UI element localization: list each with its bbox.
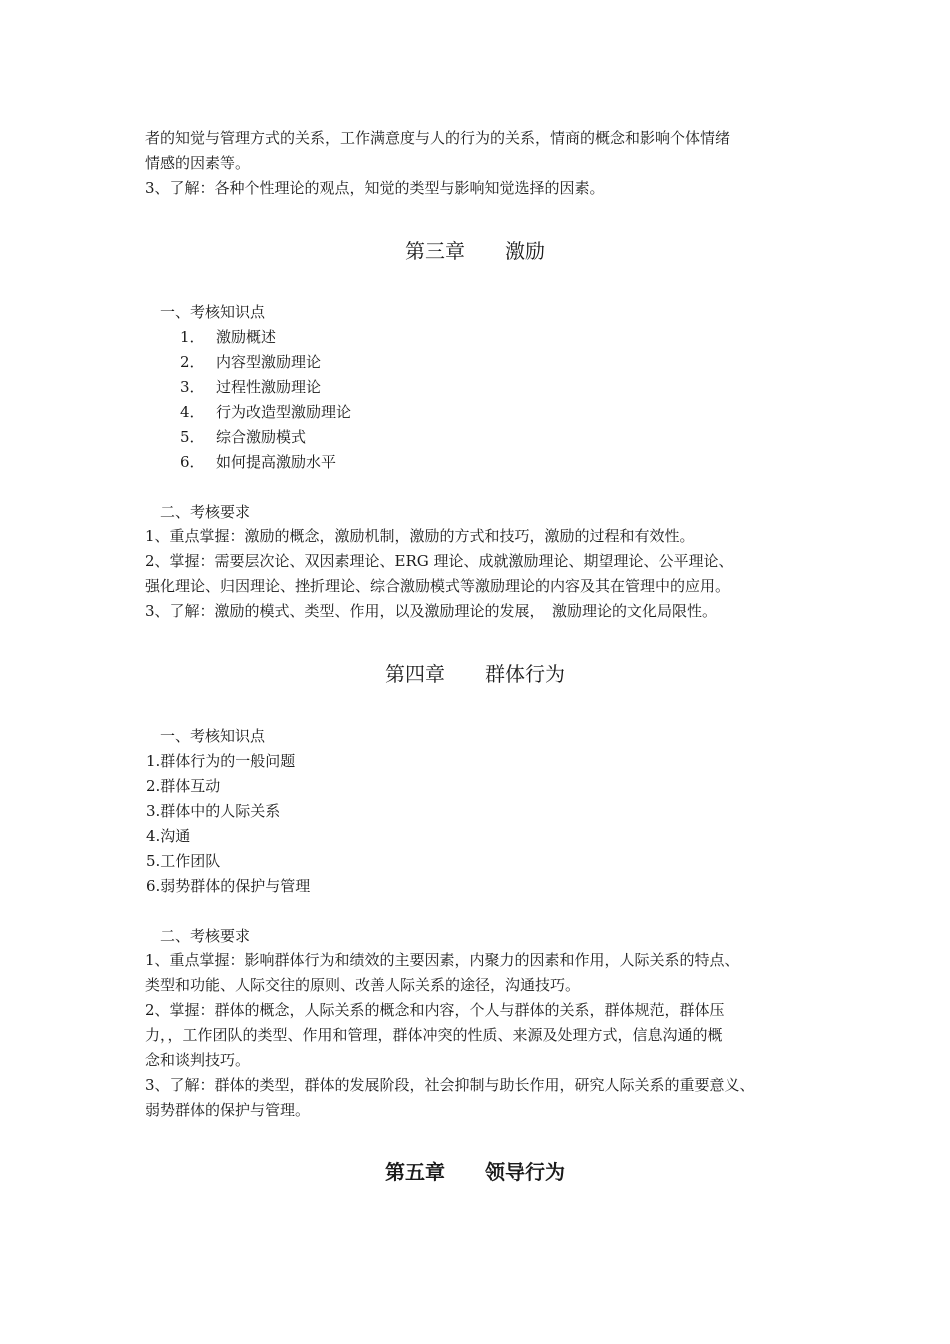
ch4-requirement-3a: 3、了解：群体的类型，群体的发展阶段，社会抑制与助长作用，研究人际关系的重要意义、	[145, 1076, 755, 1094]
ch4-list-item: 1.群体行为的一般问题	[146, 752, 296, 770]
item-text: 行为改造型激励理论	[216, 403, 352, 421]
item-text: 如何提高激励水平	[216, 453, 337, 471]
ch4-requirement-1b: 类型和功能、人际交往的原则、改善人际关系的途径，沟通技巧。	[145, 976, 581, 994]
ch4-requirement-3b: 弱势群体的保护与管理。	[145, 1101, 311, 1119]
intro-line-3: 3、了解：各种个性理论的观点，知觉的类型与影响知觉选择的因素。	[145, 179, 605, 197]
ch3-requirement-1: 1、重点掌握：激励的概念，激励机制，激励的方式和技巧，激励的过程和有效性。	[145, 527, 695, 545]
ch3-list-item	[180, 350, 860, 374]
ch3-requirement-2b: 强化理论、归因理论、挫折理论、综合激励模式等激励理论的内容及其在管理中的应用。	[145, 577, 731, 595]
ch3-section-requirements: 二、考核要求	[160, 503, 251, 521]
ch3-list-item	[180, 400, 860, 424]
intro-line-1: 者的知觉与管理方式的关系，工作满意度与人的行为的关系，情商的概念和影响个体情绪	[145, 129, 731, 147]
item-number: 4．	[180, 403, 205, 421]
item-number: 2．	[180, 353, 205, 371]
chapter-3-title: 第三章 激励	[405, 239, 545, 263]
ch4-list-item: 3.群体中的人际关系	[146, 802, 281, 820]
ch3-section-knowledge-points: 一、考核知识点	[160, 303, 266, 321]
ch3-list-item	[180, 325, 860, 349]
item-number: 6．	[180, 453, 205, 471]
item-number: 5．	[180, 428, 205, 446]
ch3-list-item	[180, 425, 860, 449]
ch4-requirement-2b: 力，，工作团队的类型、作用和管理，群体冲突的性质、来源及处理方式，信息沟通的概	[145, 1026, 723, 1044]
chapter-4-title: 第四章 群体行为	[385, 662, 565, 686]
ch4-requirement-2c: 念和谈判技巧。	[145, 1051, 251, 1069]
ch3-list-item	[180, 450, 860, 474]
item-text: 内容型激励理论	[216, 353, 322, 371]
item-number: 3．	[180, 378, 205, 396]
ch4-list-item: 4.沟通	[146, 827, 191, 845]
ch4-list-item: 6.弱势群体的保护与管理	[146, 877, 311, 895]
item-text: 激励概述	[216, 328, 277, 346]
chapter-5-title: 第五章 领导行为	[385, 1160, 565, 1184]
intro-line-2: 情感的因素等。	[145, 154, 251, 172]
ch4-list-item: 5.工作团队	[146, 852, 221, 870]
ch4-requirement-2a: 2、掌握：群体的概念，人际关系的概念和内容，个人与群体的关系，群体规范，群体压	[145, 1001, 725, 1019]
ch4-requirement-1a: 1、重点掌握：影响群体行为和绩效的主要因素，内聚力的因素和作用，人际关系的特点、	[145, 951, 740, 969]
ch4-section-knowledge-points: 一、考核知识点	[160, 727, 266, 745]
item-number: 1．	[180, 328, 205, 346]
ch3-list-item	[180, 375, 860, 399]
ch3-requirement-2a: 2、掌握：需要层次论、双因素理论、ERG 理论、成就激励理论、期望理论、公平理论、	[145, 552, 734, 570]
item-text: 过程性激励理论	[216, 378, 322, 396]
ch4-section-requirements: 二、考核要求	[160, 927, 251, 945]
ch4-list-item: 2.群体互动	[146, 777, 221, 795]
ch3-requirement-3: 3、了解：激励的模式、类型、作用，以及激励理论的发展， 激励理论的文化局限性。	[145, 602, 718, 620]
item-text: 综合激励模式	[216, 428, 307, 446]
